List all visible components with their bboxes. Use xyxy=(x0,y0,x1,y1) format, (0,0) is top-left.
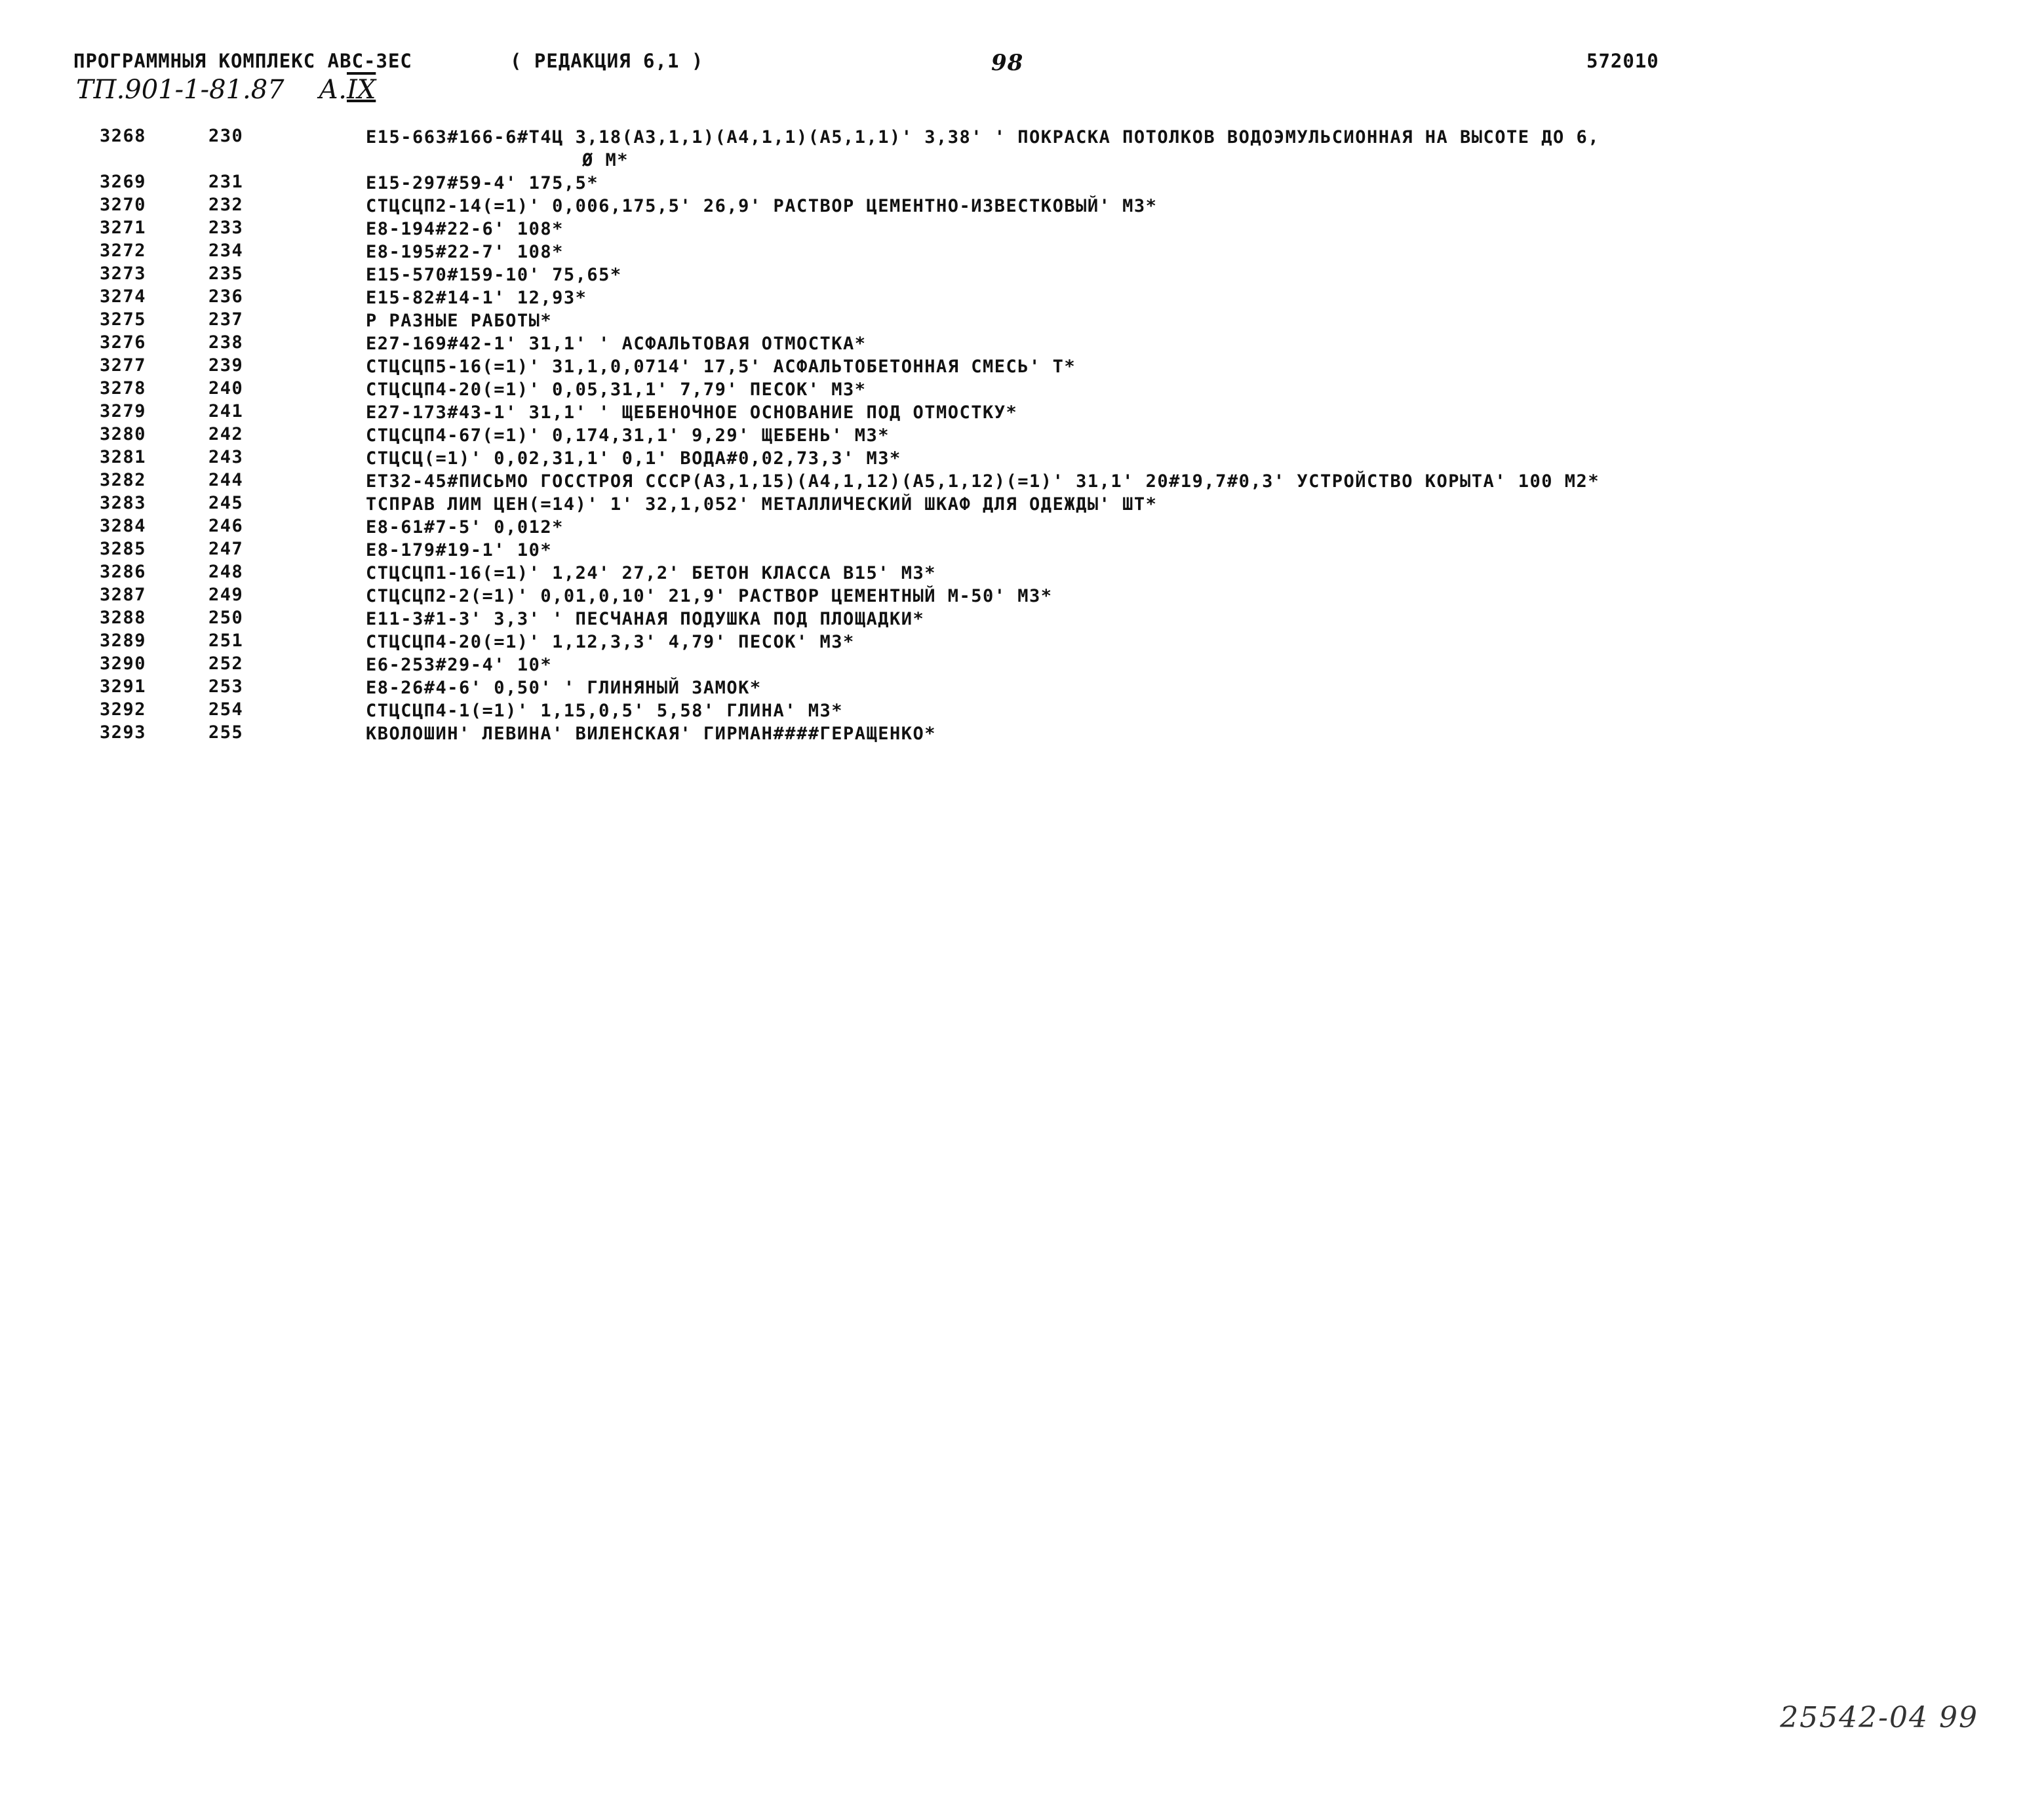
line-text-continuation: Ø М* xyxy=(582,150,629,170)
item-index: 253 xyxy=(208,676,244,697)
line-number: 3282 xyxy=(100,470,147,490)
line-number: 3268 xyxy=(100,126,147,146)
list-item xyxy=(0,172,2044,195)
item-index: 243 xyxy=(208,447,244,467)
line-text-main: Е8-26#4-6' 0,50' ' ГЛИНЯНЫЙ ЗАМОК* xyxy=(366,678,762,698)
line-text xyxy=(366,699,843,722)
line-text xyxy=(366,218,564,241)
line-text-main: СТЦСЦП2-2(=1)' 0,01,0,10' 21,9' РАСТВОР ЦЕМЕНТНЫЙ М-50' М3* xyxy=(366,586,1053,606)
item-index: 255 xyxy=(208,722,244,743)
archive-stamp: 25542-04 99 xyxy=(1780,1701,1978,1734)
line-text xyxy=(366,516,564,539)
line-text-main: Е8-194#22-6' 108* xyxy=(366,219,564,239)
line-text-main: Е8-61#7-5' 0,012* xyxy=(366,517,564,537)
item-index: 236 xyxy=(208,286,244,307)
list-item xyxy=(0,126,2044,172)
estimate-lines-list xyxy=(0,126,2044,745)
list-item xyxy=(0,631,2044,654)
line-text xyxy=(366,539,552,562)
line-text-main: Е15-570#159-10' 75,65* xyxy=(366,265,622,285)
line-text-main: СТЦСЦП2-14(=1)' 0,006,175,5' 26,9' РАСТВОР ЦЕМЕНТНО-ИЗВЕСТКОВЫЙ' М3* xyxy=(366,196,1158,216)
item-index: 250 xyxy=(208,608,244,628)
item-index: 252 xyxy=(208,654,244,674)
line-text xyxy=(366,264,622,286)
list-item xyxy=(0,355,2044,378)
line-number: 3281 xyxy=(100,447,147,467)
list-item xyxy=(0,309,2044,332)
page-number: 98 xyxy=(991,50,1024,76)
list-item xyxy=(0,424,2044,447)
line-text xyxy=(366,585,1053,608)
line-number: 3286 xyxy=(100,562,147,582)
line-text xyxy=(366,654,552,676)
line-text xyxy=(366,286,587,309)
line-text xyxy=(366,562,936,585)
line-text xyxy=(366,126,1600,172)
list-item xyxy=(0,676,2044,699)
line-number: 3273 xyxy=(100,264,147,284)
line-text xyxy=(366,447,901,470)
project-reference: ТП.901-1-81.87 xyxy=(76,75,285,105)
item-index: 246 xyxy=(208,516,244,536)
item-index: 245 xyxy=(208,493,244,513)
line-number: 3276 xyxy=(100,332,147,353)
line-text-main: СТЦСЦП1-16(=1)' 1,24' 27,2' БЕТОН КЛАССА В15' М3* xyxy=(366,563,937,583)
line-number: 3270 xyxy=(100,195,147,215)
line-number: 3271 xyxy=(100,218,147,238)
list-item xyxy=(0,332,2044,355)
line-text xyxy=(366,378,866,401)
line-text-main: СТЦСЦП5-16(=1)' 31,1,0,0714' 17,5' АСФАЛЬТОБЕТОННАЯ СМЕСЬ' Т* xyxy=(366,357,1076,377)
line-number: 3272 xyxy=(100,241,147,261)
item-index: 234 xyxy=(208,241,244,261)
edition-label: ( РЕДАКЦИЯ 6,1 ) xyxy=(510,50,704,72)
list-item xyxy=(0,218,2044,241)
line-text-main: Е6-253#29-4' 10* xyxy=(366,655,553,675)
line-text-main: Е8-195#22-7' 108* xyxy=(366,242,564,262)
line-text-main: Е15-297#59-4' 175,5* xyxy=(366,173,599,193)
line-text-main: Е15-82#14-1' 12,93* xyxy=(366,288,587,308)
line-number: 3290 xyxy=(100,654,147,674)
list-item xyxy=(0,654,2044,676)
line-number: 3293 xyxy=(100,722,147,743)
line-text xyxy=(366,241,564,264)
item-index: 241 xyxy=(208,401,244,421)
line-text-main: Е15-663#166-6#Т4Ц 3,18(А3,1,1)(А4,1,1)(А5,1,1)' 3,38' ' ПОКРАСКА ПОТОЛКОВ ВОДОЭМУЛЬСИОННАЯ НА ВЫСОТЕ ДО 6, xyxy=(366,127,1600,147)
line-text xyxy=(366,355,1076,378)
line-text xyxy=(366,676,762,699)
list-item xyxy=(0,286,2044,309)
item-index: 244 xyxy=(208,470,244,490)
item-index: 247 xyxy=(208,539,244,559)
list-item xyxy=(0,195,2044,218)
list-item xyxy=(0,401,2044,424)
line-number: 3291 xyxy=(100,676,147,697)
line-text xyxy=(366,722,936,745)
line-number: 3284 xyxy=(100,516,147,536)
line-text-main: Е27-169#42-1' 31,1' ' АСФАЛЬТОВАЯ ОТМОСТКА* xyxy=(366,334,867,354)
item-index: 233 xyxy=(208,218,244,238)
line-number: 3275 xyxy=(100,309,147,330)
program-name: ПРОГРАММНЫЯ КОМПЛЕКС АВС-3ЕС xyxy=(73,50,412,72)
list-item xyxy=(0,585,2044,608)
item-index: 240 xyxy=(208,378,244,399)
list-item xyxy=(0,447,2044,470)
line-number: 3283 xyxy=(100,493,147,513)
line-text-main: СТЦСЦ(=1)' 0,02,31,1' 0,1' ВОДА#0,02,73,3' М3* xyxy=(366,448,901,469)
line-number: 3285 xyxy=(100,539,147,559)
list-item xyxy=(0,608,2044,631)
item-index: 242 xyxy=(208,424,244,444)
line-text-main: ТСПРАВ ЛИМ ЦЕН(=14)' 1' 32,1,052' МЕТАЛЛИЧЕСКИЙ ШКАФ ДЛЯ ОДЕЖДЫ' ШТ* xyxy=(366,494,1158,515)
item-index: 248 xyxy=(208,562,244,582)
line-text-main: Е27-173#43-1' 31,1' ' ЩЕБЕНОЧНОЕ ОСНОВАНИЕ ПОД ОТМОСТКУ* xyxy=(366,402,1018,423)
list-item xyxy=(0,241,2044,264)
line-text-main: КВОЛОШИН' ЛЕВИНА' ВИЛЕНСКАЯ' ГИРМАН####ГЕРАЩЕНКО* xyxy=(366,724,937,744)
line-text-main: СТЦСЦП4-20(=1)' 1,12,3,3' 4,79' ПЕСОК' М3* xyxy=(366,632,855,652)
line-text xyxy=(366,401,1017,424)
line-text xyxy=(366,332,866,355)
line-text xyxy=(366,309,552,332)
list-item xyxy=(0,378,2044,401)
line-text xyxy=(366,608,924,631)
list-item xyxy=(0,562,2044,585)
line-text xyxy=(366,493,1157,516)
line-number: 3269 xyxy=(100,172,147,192)
list-item xyxy=(0,722,2044,745)
line-number: 3279 xyxy=(100,401,147,421)
line-text xyxy=(366,195,1157,218)
line-text-main: Р РАЗНЫЕ РАБОТЫ* xyxy=(366,311,553,331)
item-index: 239 xyxy=(208,355,244,376)
line-text xyxy=(366,172,599,195)
list-item xyxy=(0,516,2044,539)
item-index: 249 xyxy=(208,585,244,605)
item-index: 232 xyxy=(208,195,244,215)
line-text xyxy=(366,631,855,654)
item-index: 237 xyxy=(208,309,244,330)
line-number: 3280 xyxy=(100,424,147,444)
line-number: 3287 xyxy=(100,585,147,605)
item-index: 230 xyxy=(208,126,244,146)
line-number: 3274 xyxy=(100,286,147,307)
list-item xyxy=(0,470,2044,493)
item-index: 254 xyxy=(208,699,244,720)
list-item xyxy=(0,493,2044,516)
album-reference xyxy=(319,75,376,105)
line-number: 3288 xyxy=(100,608,147,628)
list-item xyxy=(0,264,2044,286)
line-text-main: СТЦСЦП4-20(=1)' 0,05,31,1' 7,79' ПЕСОК' М3* xyxy=(366,380,867,400)
album-roman-numeral: IX xyxy=(347,75,376,105)
item-index: 235 xyxy=(208,264,244,284)
line-text xyxy=(366,470,1600,493)
item-index: 231 xyxy=(208,172,244,192)
document-code: 572010 xyxy=(1586,50,1659,72)
line-text-main: ЕТ32-45#ПИСЬМО ГОССТРОЯ СССР(А3,1,15)(А4,1,12)(А5,1,12)(=1)' 31,1' 20#19,7#0,3' УСТРОЙСТВО КОРЫТА' 100 М2* xyxy=(366,471,1600,492)
list-item xyxy=(0,539,2044,562)
line-text xyxy=(366,424,890,447)
album-prefix: А. xyxy=(319,75,347,105)
line-text-main: Е8-179#19-1' 10* xyxy=(366,540,553,560)
item-index: 251 xyxy=(208,631,244,651)
line-text-main: Е11-3#1-3' 3,3' ' ПЕСЧАНАЯ ПОДУШКА ПОД ПЛОЩАДКИ* xyxy=(366,609,925,629)
item-index: 238 xyxy=(208,332,244,353)
line-number: 3289 xyxy=(100,631,147,651)
line-number: 3278 xyxy=(100,378,147,399)
line-text-main: СТЦСЦП4-67(=1)' 0,174,31,1' 9,29' ЩЕБЕНЬ' М3* xyxy=(366,425,890,446)
list-item xyxy=(0,699,2044,722)
line-number: 3292 xyxy=(100,699,147,720)
line-text-main: СТЦСЦП4-1(=1)' 1,15,0,5' 5,58' ГЛИНА' М3* xyxy=(366,701,843,721)
line-number: 3277 xyxy=(100,355,147,376)
